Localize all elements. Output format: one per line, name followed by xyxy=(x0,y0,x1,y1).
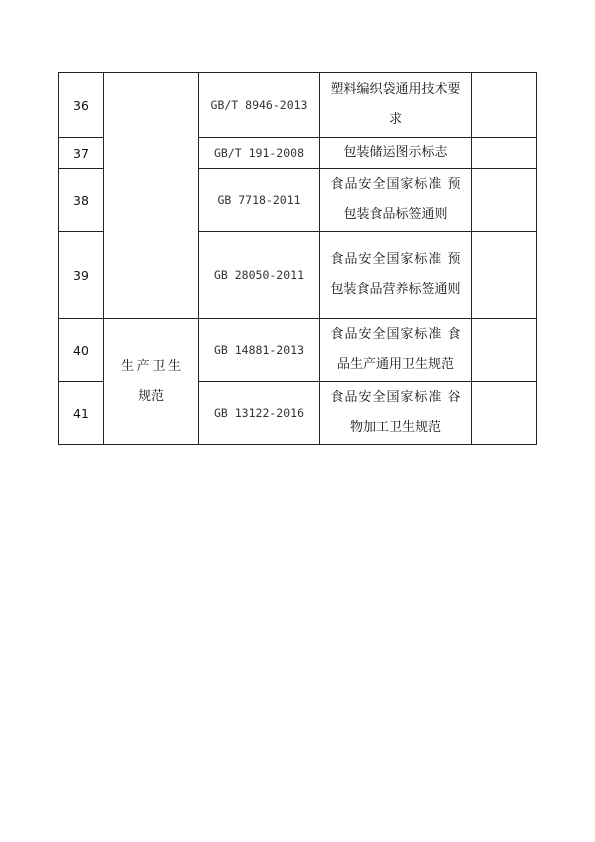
standard-name: 食品安全国家标准 谷物加工卫生规范 xyxy=(330,390,461,435)
standard-name: 食品安全国家标准 预包装食品标签通则 xyxy=(330,177,461,222)
standard-code: GB/T 8946-2013 xyxy=(199,73,320,138)
standard-code: GB 7718-2011 xyxy=(199,169,320,232)
standard-name-cell xyxy=(320,73,472,138)
category-cell xyxy=(104,319,199,445)
category-label: 生产卫生规范 xyxy=(121,358,181,404)
note-cell xyxy=(472,138,537,169)
standard-name: 食品安全国家标准 食品生产通用卫生规范 xyxy=(330,327,461,372)
standard-name: 包装储运图示标志 xyxy=(343,145,448,160)
note-cell xyxy=(472,382,537,445)
standard-code: GB 28050-2011 xyxy=(199,232,320,319)
note-cell xyxy=(472,169,537,232)
category-cell xyxy=(104,73,199,319)
standard-code: GB 13122-2016 xyxy=(199,382,320,445)
note-cell xyxy=(472,232,537,319)
row-number: 40 xyxy=(59,319,104,382)
row-number: 39 xyxy=(59,232,104,319)
standard-code: GB 14881-2013 xyxy=(199,319,320,382)
row-number: 36 xyxy=(59,73,104,138)
standards-table xyxy=(58,72,537,445)
standard-code: GB/T 191-2008 xyxy=(199,138,320,169)
row-number: 41 xyxy=(59,382,104,445)
standard-name-cell xyxy=(320,382,472,445)
standard-name-cell xyxy=(320,319,472,382)
row-number: 38 xyxy=(59,169,104,232)
standard-name-cell xyxy=(320,138,472,169)
standard-name-cell xyxy=(320,232,472,319)
note-cell xyxy=(472,73,537,138)
standard-name: 塑料编织袋通用技术要求 xyxy=(330,82,461,127)
note-cell xyxy=(472,319,537,382)
standard-name-cell xyxy=(320,169,472,232)
table-row xyxy=(59,319,537,382)
row-number: 37 xyxy=(59,138,104,169)
table-row xyxy=(59,73,537,138)
standard-name: 食品安全国家标准 预包装食品营养标签通则 xyxy=(330,252,461,297)
